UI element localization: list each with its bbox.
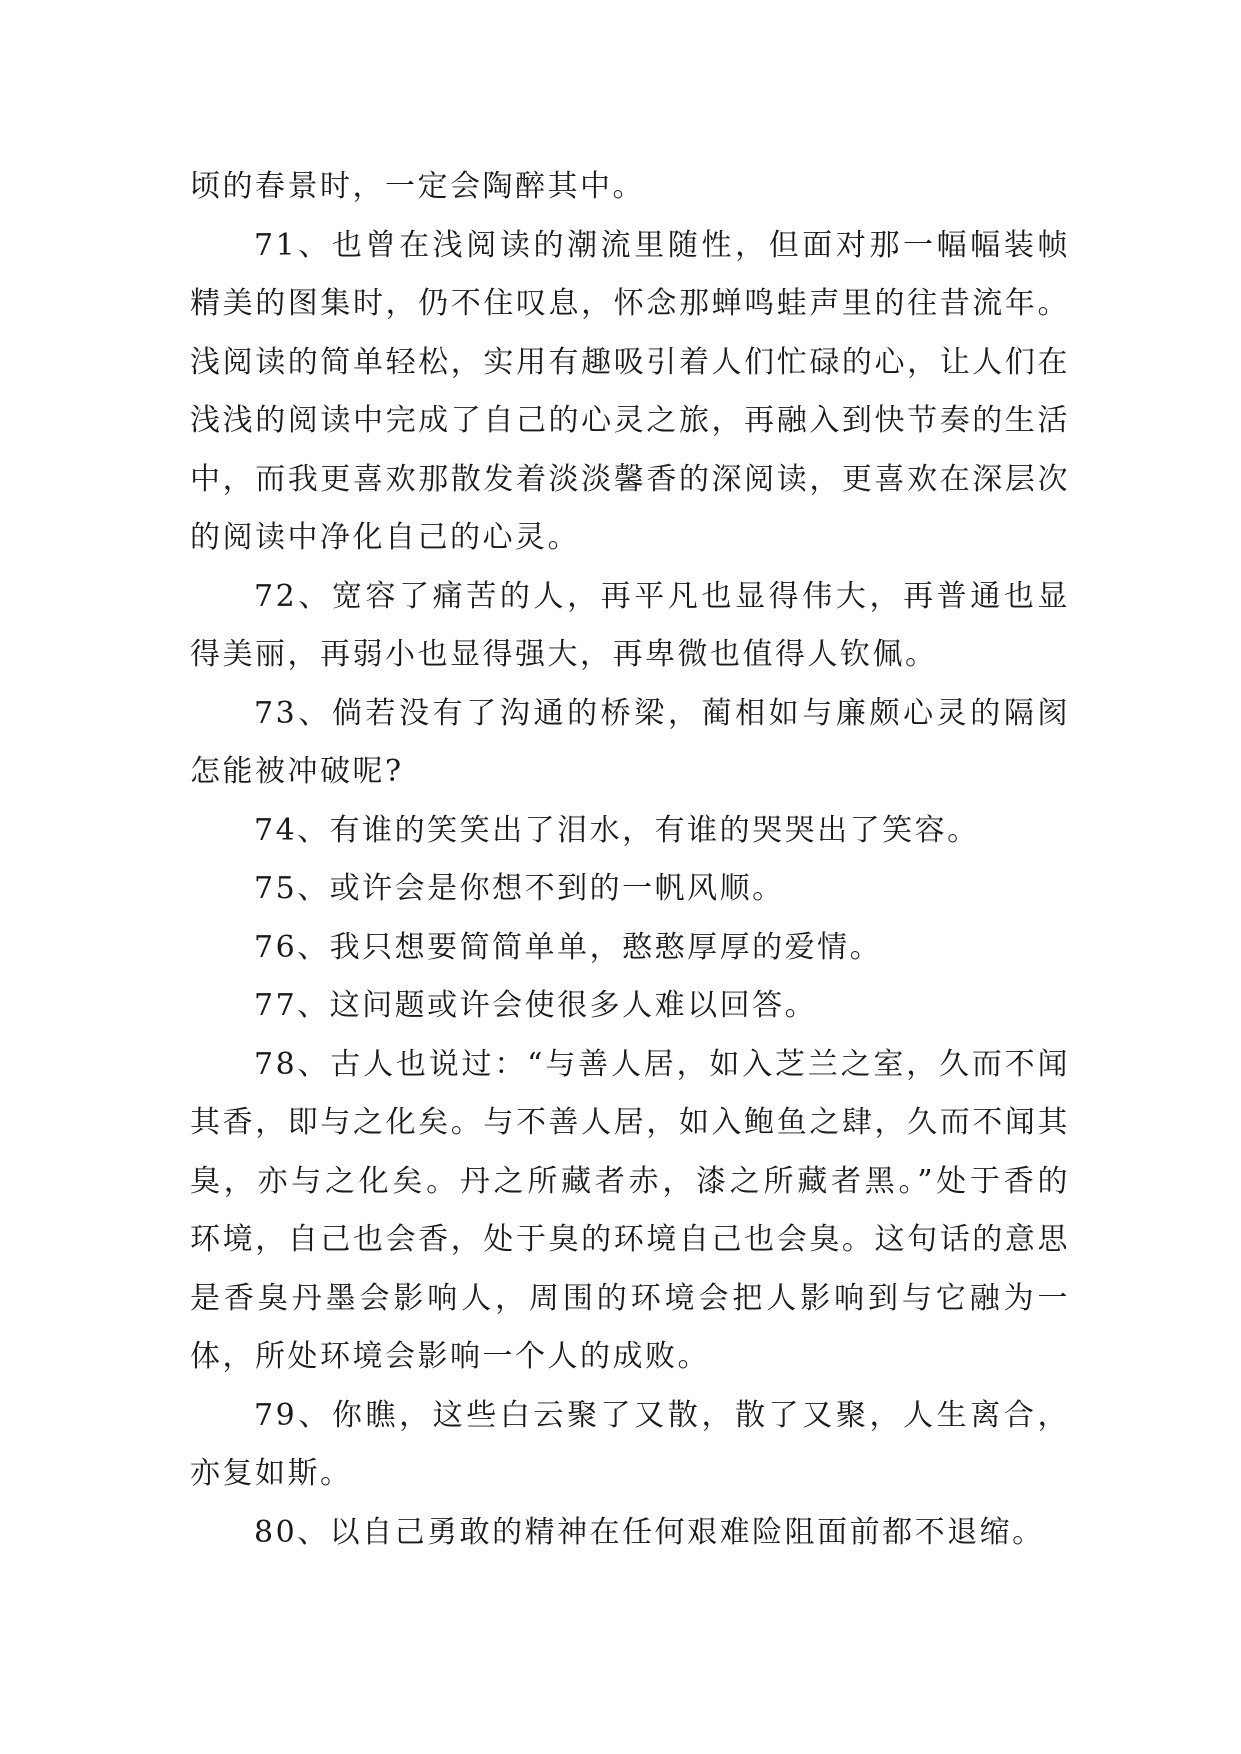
paragraph-76: 76、我只想要简简单单，憨憨厚厚的爱情。 (254, 929, 883, 965)
paragraph-74: 74、有谁的笑笑出了泪水，有谁的哭哭出了笑容。 (254, 812, 980, 848)
paragraph-80: 80、以自己勇敢的精神在任何艰难险阻面前都不退缩。 (254, 1514, 1045, 1550)
paragraph-75: 75、或许会是你想不到的一帆风顺。 (254, 871, 785, 906)
paragraph-71: 71、也曾在浅阅读的潮流里随性，但面对那一幅幅装帧精美的图集时，仍不住叹息，怀念那蝉鸣蛙声里的往昔流年。浅阅读的简单轻松，实用有趣吸引着人们忙碌的心，让人们在浅浅的阅读中完成了自己的心灵之旅，再融入到快节奏的生活中，而我更喜欢那散发着淡淡馨香的深阅读，更喜欢在深层次的阅读中净化自己的心灵。 (190, 227, 1070, 555)
paragraph-continuation: 顷的春景时，一定会陶醉其中。 (190, 169, 645, 204)
document-body (190, 158, 1070, 1562)
paragraph-72: 72、宽容了痛苦的人，再平凡也显得伟大，再普通也显得美丽，再弱小也显得强大，再卑微也值得人钦佩。 (190, 578, 1070, 672)
paragraph-79: 79、你瞧，这些白云聚了又散，散了又聚，人生离合，亦复如斯。 (190, 1397, 1070, 1491)
paragraph-73: 73、倘若没有了沟通的桥梁，蔺相如与廉颇心灵的隔阂怎能被冲破呢? (190, 695, 1070, 789)
paragraph-77: 77、这问题或许会使很多人难以回答。 (254, 988, 818, 1023)
paragraph-78: 78、古人也说过：“与善人居，如入芝兰之室，久而不闻其香，即与之化矣。与不善人居，如入鲍鱼之肆，久而不闻其臭，亦与之化矣。丹之所藏者赤，漆之所藏者黑。”处于香的环境，自己也会香，处于臭的环境自己也会臭。这句话的意思是香臭丹墨会影响人，周围的环境会把人影响到与它融为一体，所处环境会影响一个人的成败。 (190, 1046, 1070, 1374)
